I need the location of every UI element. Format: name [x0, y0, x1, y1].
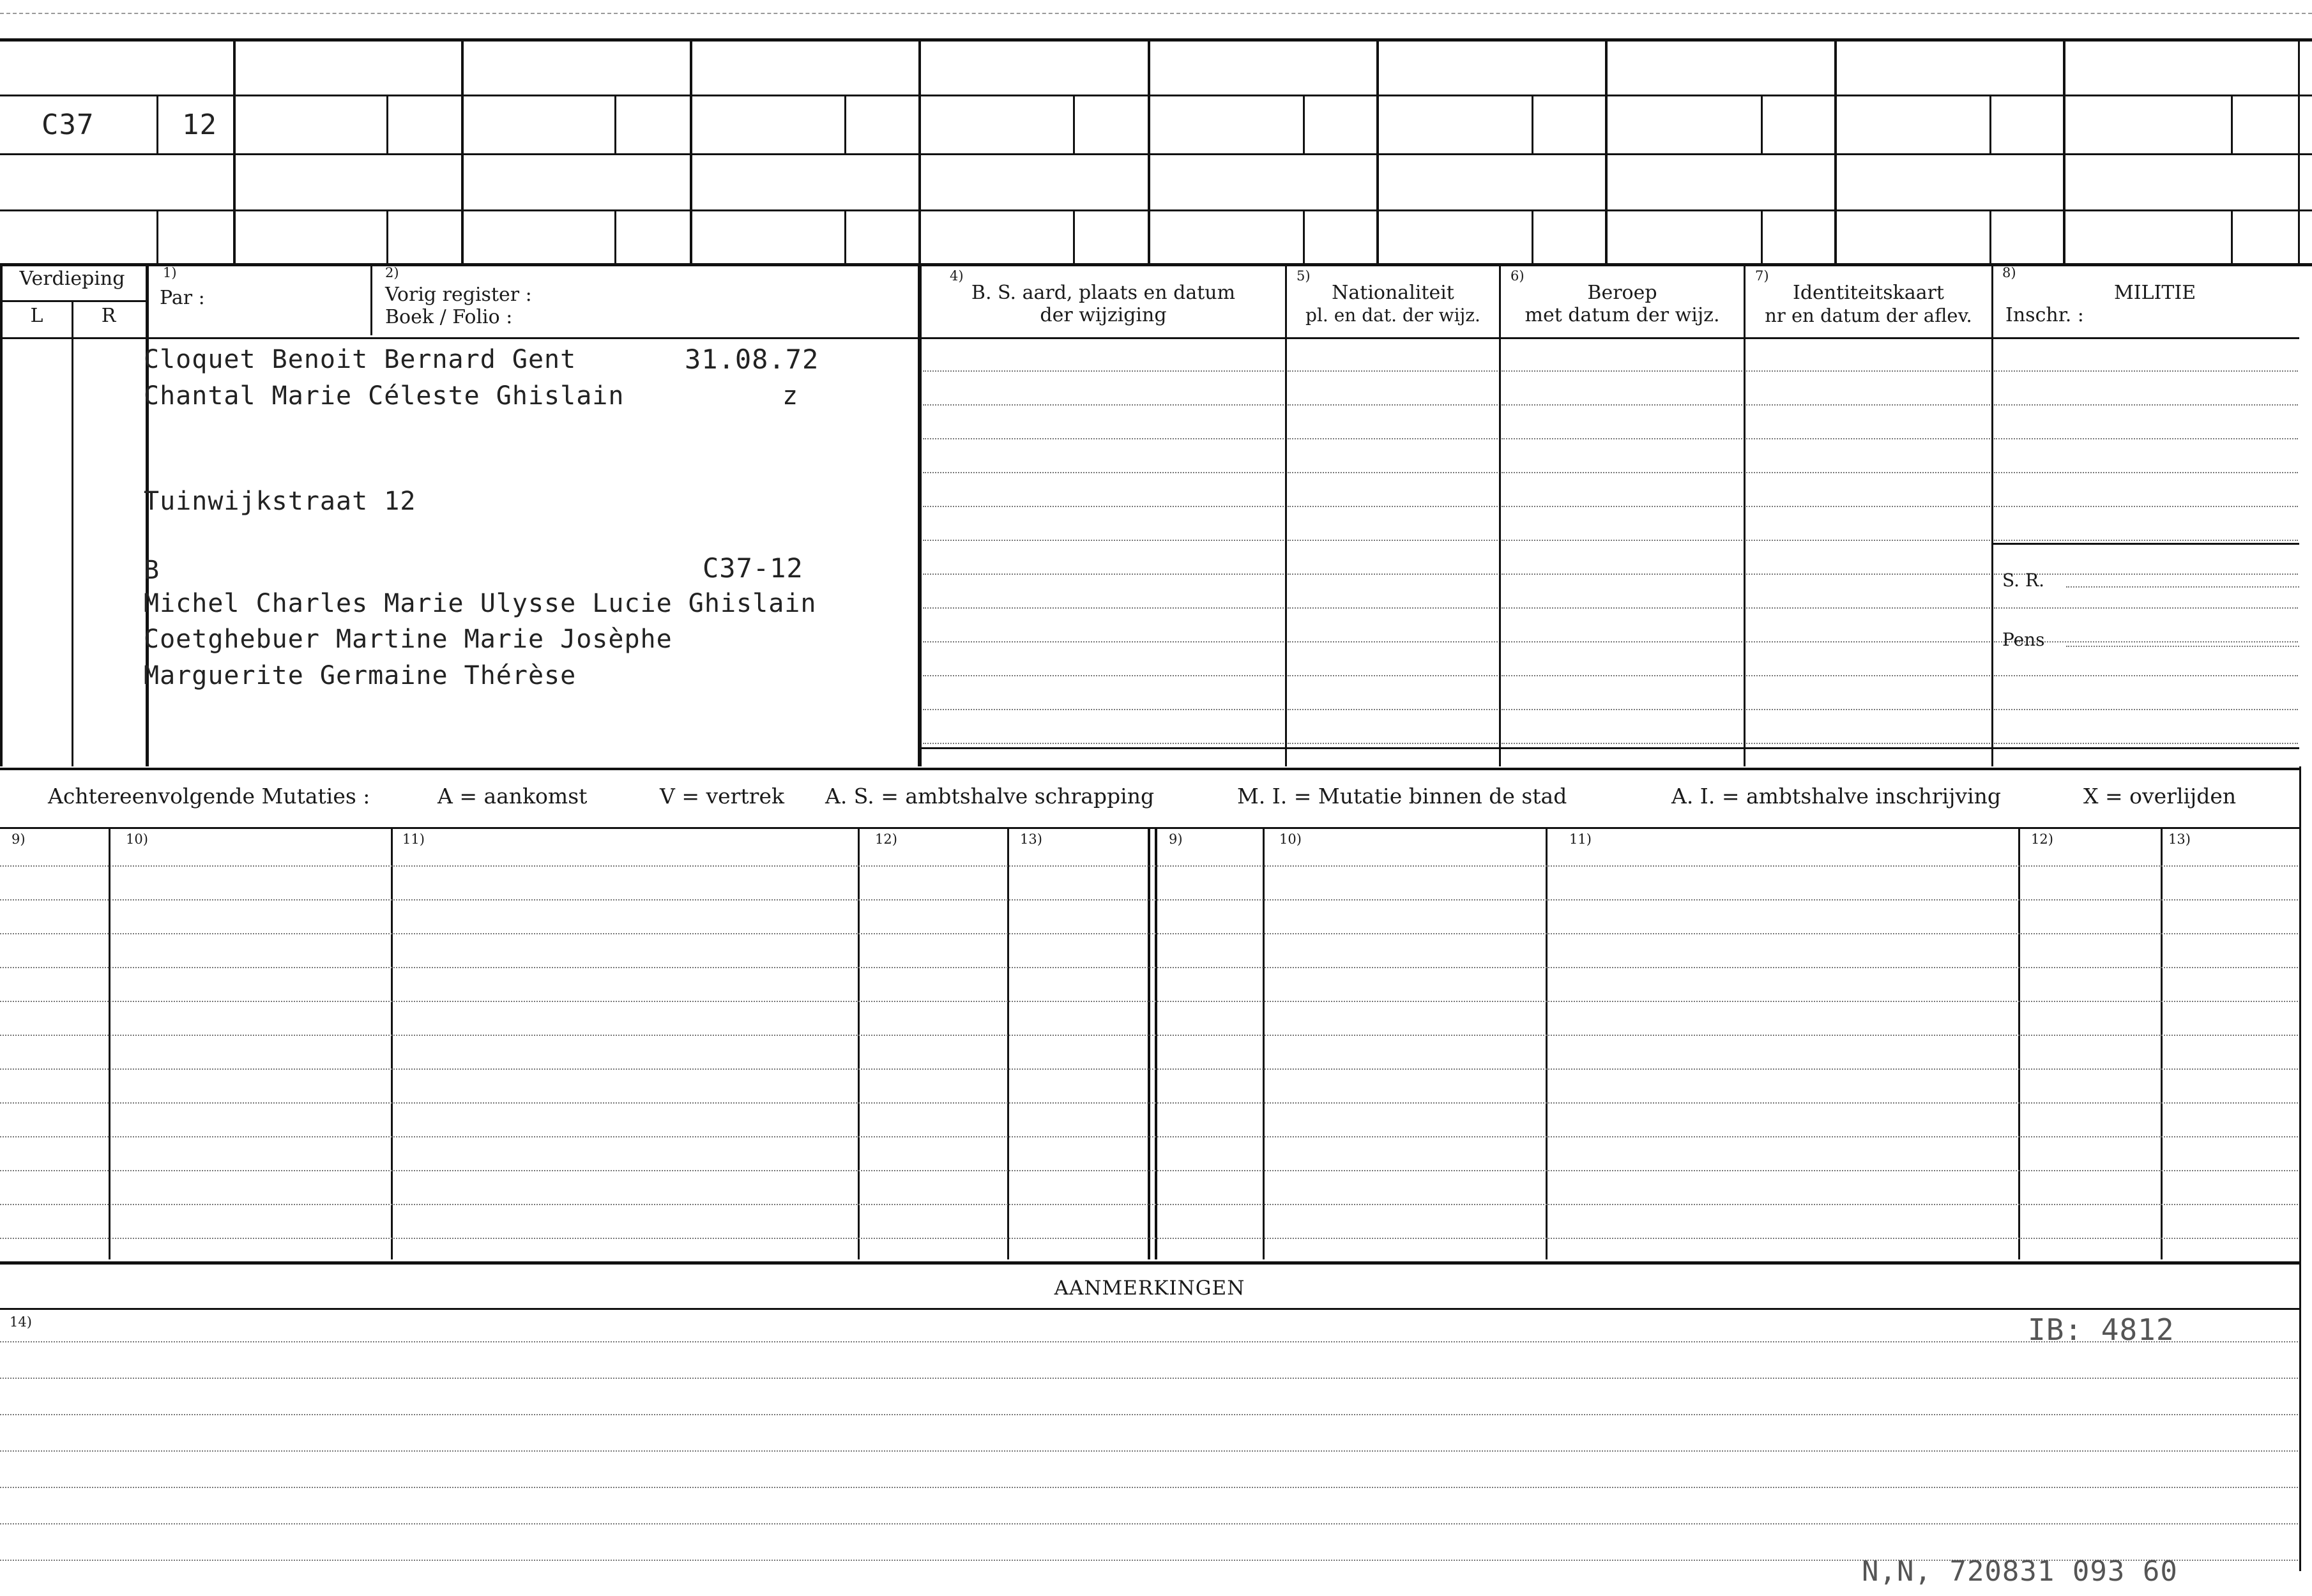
ruled-line [1994, 438, 2298, 439]
col-divider-par [370, 265, 372, 335]
entry-name-line5: Michel Charles Marie Ulysse Lucie Ghislain [144, 589, 817, 618]
mutation-col-divider [1263, 828, 1265, 1259]
militie-rule [1993, 543, 2299, 545]
ruled-line [923, 506, 1284, 507]
id-header-line2: nr en datum der aflev. [1765, 305, 1972, 326]
mutation-col-divider [1546, 828, 1548, 1259]
par-label: Par : [160, 287, 205, 309]
entry-name-line2: Chantal Marie Céleste Ghislain [144, 381, 625, 411]
grid-rule [0, 209, 2312, 211]
ruled-line [1288, 709, 1498, 710]
grid-minor-divider [1073, 96, 1075, 153]
grid-minor-divider [1989, 96, 1991, 153]
entry-code-z: z [782, 381, 799, 411]
verdieping-rule [0, 300, 146, 302]
mutation-col-10: 10) [126, 832, 148, 847]
mutation-ruled-line [0, 865, 2298, 867]
legend-mutatie-binnen-stad: M. I. = Mutatie binnen de stad [1237, 784, 1567, 809]
remarks-top-rule [0, 1261, 2299, 1265]
grid-col-divider [233, 40, 236, 263]
top-torn-edge [0, 13, 2312, 14]
ruled-line [923, 743, 1284, 744]
ruled-line [1746, 743, 1990, 744]
ruled-line [1746, 574, 1990, 575]
ruled-line [923, 370, 1284, 372]
footnote-5: 5) [1297, 268, 1311, 284]
remark-ruled-line [0, 1378, 2298, 1379]
remark-ruled-line [0, 1487, 2298, 1488]
index-code: C37 [42, 109, 95, 141]
grid-col-divider [1605, 40, 1608, 263]
mutation-col-divider [2018, 828, 2020, 1259]
mutation-col-divider [109, 828, 110, 1259]
sr-dotted-line [2066, 586, 2299, 588]
grid-rule [0, 95, 2312, 96]
ib-number: IB: 4812 [2028, 1312, 2175, 1347]
col-divider-beroep [1499, 265, 1501, 766]
ruled-line [923, 641, 1284, 642]
ruled-line [1994, 370, 2298, 372]
legend-ambtshalve-schrapping: A. S. = ambtshalve schrapping [825, 784, 1155, 809]
mutation-ruled-line [0, 1204, 2298, 1205]
ruled-line [1288, 540, 1498, 541]
col-divider-id [1744, 265, 1745, 766]
left-edge [0, 265, 3, 766]
vorig-register-label: Vorig register : [385, 284, 532, 306]
grid-minor-divider [2231, 96, 2233, 153]
entry-name-line6: Coetghebuer Martine Marie Josèphe [144, 625, 673, 654]
grid-minor-divider [386, 96, 388, 153]
remark-ruled-line [0, 1523, 2298, 1524]
bs-header-line2: der wijziging [1040, 304, 1167, 326]
grid-minor-divider [2231, 211, 2233, 263]
footnote-6: 6) [1510, 268, 1525, 284]
grid-col-divider [1834, 40, 1837, 263]
grid-minor-divider [156, 211, 158, 263]
remarks-title: AANMERKINGEN [1054, 1277, 1245, 1300]
mutation-ruled-line [0, 1136, 2298, 1137]
ruled-line [1288, 641, 1498, 642]
ruled-line [923, 607, 1284, 609]
remark-ruled-line [0, 1450, 2298, 1452]
ruled-line [923, 438, 1284, 439]
footnote-4: 4) [950, 268, 964, 284]
ruled-line [1502, 607, 1742, 609]
grid-minor-divider [1532, 211, 1533, 263]
national-number: N,N, 720831 093 60 [1862, 1555, 2178, 1588]
ruled-line [923, 472, 1284, 473]
grid-minor-divider [1303, 211, 1305, 263]
mutation-col-divider [858, 828, 860, 1259]
grid-minor-divider [1761, 211, 1763, 263]
grid-col-divider [690, 40, 692, 263]
ruled-line [1288, 675, 1498, 676]
legend-overlijden: X = overlijden [2083, 784, 2237, 809]
grid-col-divider [2063, 40, 2065, 263]
mutation-col-12b: 12) [2031, 832, 2053, 847]
mutation-ruled-line [0, 967, 2298, 968]
ruled-line [1502, 540, 1742, 541]
ruled-line [1994, 607, 2298, 609]
mutations-title: Achtereenvolgende Mutaties : [48, 784, 370, 809]
grid-minor-divider [386, 211, 388, 263]
ruled-line [1994, 709, 2298, 710]
ruled-line [1502, 675, 1742, 676]
mutation-col-10b: 10) [1279, 832, 1302, 847]
militie-label: MILITIE [2114, 282, 2196, 304]
legend-aankomst: A = aankomst [437, 784, 588, 809]
ruled-line [1288, 438, 1498, 439]
ruled-line [1502, 370, 1742, 372]
mutation-col-divider [391, 828, 393, 1259]
ruled-line [1288, 743, 1498, 744]
ruled-line [1502, 574, 1742, 575]
mutation-col-divider [2161, 828, 2163, 1259]
pens-dotted-line [2066, 646, 2299, 647]
inschr-label: Inschr. : [2005, 304, 2084, 326]
ruled-line [1502, 404, 1742, 406]
footnote-14: 14) [10, 1314, 32, 1330]
mutation-col-13b: 13) [2168, 832, 2191, 847]
mutations-top-rule [0, 768, 2299, 770]
ruled-line [1288, 404, 1498, 406]
boek-folio-label: Boek / Folio : [385, 306, 513, 328]
ruled-line [1746, 709, 1990, 710]
ruled-line [1994, 404, 2298, 406]
grid-minor-divider [1761, 96, 1763, 153]
mutation-col-9: 9) [11, 832, 26, 847]
mutation-col-11b: 11) [1569, 832, 1592, 847]
grid-minor-divider [844, 211, 846, 263]
footnote-2: 2) [385, 265, 399, 280]
beroep-header-line1: Beroep [1587, 282, 1657, 304]
sr-label: S. R. [2002, 570, 2044, 591]
mutation-ruled-line [0, 1001, 2298, 1002]
grid-col-divider [918, 40, 921, 263]
grid-col-divider [1376, 40, 1379, 263]
grid-minor-divider [844, 96, 846, 153]
remark-ruled-line [0, 1414, 2298, 1415]
mutation-ruled-line [0, 1238, 2298, 1239]
grid-rule [0, 153, 2312, 155]
ruled-line [1502, 743, 1742, 744]
ruled-line [1288, 370, 1498, 372]
nat-header-line1: Nationaliteit [1332, 282, 1454, 304]
mutation-col-divider [1148, 828, 1150, 1259]
entry-name-line1: Cloquet Benoit Bernard Gent [144, 345, 577, 374]
ruled-line [1994, 540, 2298, 541]
ruled-line [1746, 404, 1990, 406]
ruled-line [923, 540, 1284, 541]
mutation-col-divider [1007, 828, 1009, 1259]
mutation-ruled-line [0, 1068, 2298, 1070]
grid-bottom-rule [0, 263, 2312, 266]
grid-minor-divider [1989, 211, 1991, 263]
remarks-header-rule [0, 1308, 2299, 1310]
pens-label: Pens [2002, 629, 2045, 650]
ruled-line [1746, 641, 1990, 642]
ruled-line [1502, 438, 1742, 439]
entry-address: Tuinwijkstraat 12 [144, 487, 416, 516]
mutation-col-12: 12) [875, 832, 897, 847]
index-number: 12 [182, 109, 217, 141]
col-divider-bs [918, 265, 922, 766]
col-divider-nat [1285, 265, 1287, 766]
grid-top-rule [0, 38, 2312, 42]
entry-date: 31.08.72 [685, 344, 819, 375]
beroep-header-line2: met datum der wijz. [1525, 304, 1720, 326]
remark-ruled-line [0, 1341, 2298, 1342]
bs-header-line1: B. S. aard, plaats en datum [971, 282, 1236, 304]
ruled-line [923, 404, 1284, 406]
ruled-line [923, 574, 1284, 575]
ruled-line [1288, 607, 1498, 609]
footnote-1: 1) [163, 265, 177, 280]
mutation-col-divider [1155, 828, 1157, 1259]
ruled-line [1746, 472, 1990, 473]
grid-right-edge [2298, 40, 2300, 263]
entry-bottom-rule [920, 747, 2299, 749]
entry-name-line7: Marguerite Germaine Thérèse [144, 661, 577, 690]
footnote-8: 8) [2002, 265, 2016, 280]
ruled-line [1746, 506, 1990, 507]
mutation-col-9b: 9) [1169, 832, 1183, 847]
ruled-line [1746, 438, 1990, 439]
ruled-line [1994, 506, 2298, 507]
ruled-line [1288, 472, 1498, 473]
ruled-line [1746, 607, 1990, 609]
col-divider-militie [1991, 265, 1993, 766]
footnote-7: 7) [1755, 268, 1769, 284]
entry-dossier-code: C37-12 [703, 552, 803, 584]
ruled-line [1994, 675, 2298, 676]
ruled-line [1502, 709, 1742, 710]
l-label: L [30, 305, 43, 327]
grid-minor-divider [1073, 211, 1075, 263]
ruled-line [1502, 641, 1742, 642]
ruled-line [1502, 472, 1742, 473]
ruled-line [1288, 506, 1498, 507]
r-label: R [101, 305, 116, 327]
legend-vertrek: V = vertrek [660, 784, 784, 809]
grid-minor-divider [1303, 96, 1305, 153]
ruled-line [1746, 540, 1990, 541]
ruled-line [1746, 675, 1990, 676]
mutation-col-11: 11) [402, 832, 425, 847]
grid-minor-divider [1532, 96, 1533, 153]
legend-ambtshalve-inschrijving: A. I. = ambtshalve inschrijving [1671, 784, 2002, 809]
verdieping-label: Verdieping [19, 268, 125, 290]
nat-header-line2: pl. en dat. der wijz. [1305, 305, 1480, 326]
grid-col-divider [461, 40, 464, 263]
mutation-ruled-line [0, 1170, 2298, 1171]
ruled-line [923, 675, 1284, 676]
grid-minor-divider [156, 96, 158, 153]
grid-col-divider [1148, 40, 1150, 263]
header-bottom-rule [0, 337, 2299, 339]
ruled-line [1994, 472, 2298, 473]
entry-letter: B [144, 556, 160, 585]
mutation-ruled-line [0, 1102, 2298, 1104]
mutation-col-13: 13) [1020, 832, 1042, 847]
ruled-line [923, 709, 1284, 710]
right-edge [2299, 766, 2301, 1571]
col-divider-lr [72, 300, 73, 766]
id-header-line1: Identiteitskaart [1793, 282, 1944, 304]
ruled-line [1746, 370, 1990, 372]
grid-minor-divider [614, 211, 616, 263]
ruled-line [1288, 574, 1498, 575]
mutation-ruled-line [0, 933, 2298, 934]
mutation-ruled-line [0, 1035, 2298, 1036]
ruled-line [1994, 743, 2298, 744]
grid-minor-divider [614, 96, 616, 153]
ruled-line [1502, 506, 1742, 507]
mutation-ruled-line [0, 899, 2298, 901]
